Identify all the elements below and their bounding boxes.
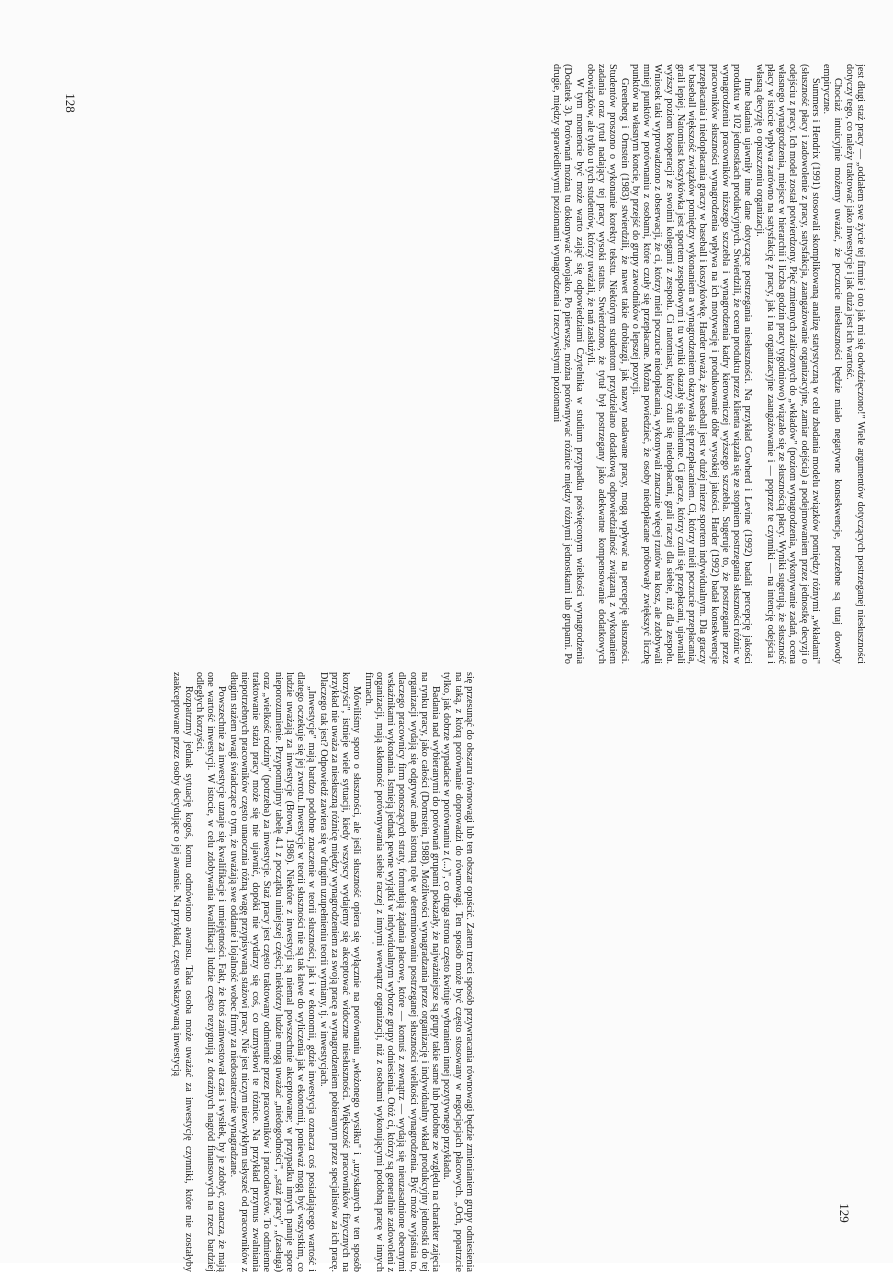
scan-speck <box>372 942 374 944</box>
page-number: 128 <box>62 93 78 113</box>
paragraph: się przesunąć do obszaru równowagi lub ten obszar opuścić. Zatem trzeci sposób przywracania równowagi będzie zmienianiem grupy odniesienia na taką, z którą porównanie doprowadzi do równowagi. Ten sposób może być często stosowany w negocjacjach płacowych. „Och, popatrzcie tylko, jak dobrze wypadacie w porównaniu z (...)", co druga strona często kwituje wybraniem innej pozytywnego przykładu. <box>441 672 475 1272</box>
page-number: 129 <box>836 1203 852 1223</box>
paragraph: W tym momencie być może warto zająć się odpowiedziami Czytelnika w studium przypadku poświęconym wielkości wynagrodzenia (Dodatek 3). Porównań można tu dokonywać dwojako. Po pierwsze, można porównywać różnice między różnymi jednostkami lub grupami. Po drugie, między sprawiedliwymi poziomami wynagrodzenia i rzeczywistymi poziomami <box>551 64 585 664</box>
paragraph: Powszechnie za inwestycje uznaje się kwalifikacje i umiejętności. Fakt, że ktoś zainwestował czas i wysiłek, by je zdobyć, oznacza, że mają one wartość inwestycji. W istocie, w celu zdobywania kwalifikacji ludzie często rezygnują z doraźnych nagród finansowych na rzecz bardziej odległych korzyści. <box>194 672 228 1272</box>
paragraph: Mówiliśmy sporo o słuszności, ale jeśli słuszność opiera się wyłącznie na porównaniu „włożonego wysiłku" i „uzyskanych w ten sposób korzyści", istnieje wiele sytuacji, kiedy wszyscy wydajemy się akceptować widoczne niesłuszności. Większość pracowników fizycznych na przykład nie uważa za niesłuszną różnicę między wynagrodzeniem za swoją pracę a wynagrodzeniem pobieranym przez specjalistów za ich pracę. Dlaczego tak jest? Odpowiedź zawiera się w drugim uzupełnieniu teorii wymiany, tj. w inwestycjach. <box>317 672 363 1272</box>
page-129-text <box>472 64 866 664</box>
paragraph: Chociaż intuicyjnie możemy uważać, że poczucie niesłuszności będzie miało negatywne konsekwencje, potrzebne są tutaj dowody empiryczne. <box>821 64 844 664</box>
page-128-text <box>81 672 475 1272</box>
paragraph: Greenberg i Ornstein (1983) stwierdzili, że nawet takie drobiazgi, jak nazwy nadawane pracy, mogą wpływać na percepcję słuszności. Studentów proszono o wykonanie korekty tekstu. Niektórym studentom przydzielano dodatkową odpowiedzialność związaną z wykonaniem zadania oraz tytuł nadający tej pracy wysoki status. Stwierdzono, że tytuł był postrzegany jako adekwatne kompensowanie dodatkowych obowiązków, ale tylko u tych studentów, którzy uważali, że nań zasłużyli. <box>585 64 630 664</box>
paragraph: „Inwestycje" mają bardzo podobne znaczenie w teorii słuszności, jak i w ekonomii, gdzie inwestycja oznacza coś posiadającego wartość i dlatego oczekuje się jej zwrotu. Inwestycje w teorii słuszności nie są tak łatwe do wyliczenia jak w ekonomii, ponieważ mogą być wszystkim, co ludzie uważają za inwestycje (Brown, 1986). Niektóre z inwestycji są niemal powszechnie akceptowane; w przypadku innych panuje spore nieporozumienie. Przypomnijmy tabelę 4.1 z początku niniejszej części; niektórzy ludzie mogą uważać „niedogodności", „staż pracy", „(zasługa) oraz „wielkość rodziny" (potrzeba) za inwestycje. Staż pracy jest często traktowany odmiennie przez pracowników i pracodawców. To odmienne traktowanie stażu pracy może się nie ujawnić, dopóki nie wydarzy się coś, co uzmysłowi te różnice. Na przykład przymus zwalniania niepotrzebnych pracowników często unaocznia różną wagę przypisywaną stażowi pracy. Nie jest niczym niezwykłym usłyszeć od pracowników z długim stażem uwagi świadczące o tym, że uważają swe oddanie i lojalność wobec firmy za niedostatecznie wynagradzane. <box>227 672 318 1272</box>
paragraph: Summers i Hendrix (1991) stosowali skomplikowaną analizę statystyczną w celu zbadania modelu związków pomiędzy różnymi „wkładami" (słuszność płacy i zadowolenie z pracy, satysfakcja, zaangażowanie organizacyjne, zamiar odejścia) a podejmowaniem przez jednostkę decyzji o odejściu z pracy. Ich model został potwierdzony. Pięć zmiennych zaliczonych do „wkładów" (poziom wynagrodzenia, wykonywanie zadań, ocena własnego wynagrodzenia, miejsce w hierarchii i liczba godzin pracy tygodniowo) wiązało się ze słusznością płacy. Wyniki sugerują, że słuszność płacy w istocie wpływa zarówno na satysfakcję z pracy, jak i na organizacyjne zaangażowanie i — poprzez te czynniki — na intencję odejścia i własną decyzję o opuszczeniu organizacji. <box>753 64 821 664</box>
paragraph: jest długi staż pracy — „oddałem swe życie tej firmie i oto jak mi się odwdzięczono!" Wiele argumentów dotyczących postrzeganej niesłuszności dotyczy tego, co należy traktować jako inwestycje i jak duża jest ich wartość. <box>843 64 866 664</box>
page-128 <box>81 672 475 1272</box>
paragraph: Badania nad wybieranymi do porównań grupami pokazały, że najważniejsze są grupy takie same lub podobne ze względu na charakter zajęcia na rynku pracy, jako całości (Dornstein, 1988). Możliwości wynagradzania przez organizację i indywidualny wkład produkcyjny jednostki do tej organizacji wydają się odgrywać mało istotną rolę w determinowaniu postrzeganej słuszności wielkości wynagrodzenia. Być może wyjaśnia to, dlaczego pracownicy firm ponoszących straty, formułują żądania płacowe, które — komuś z zewnątrz — wydają się nieuzasadnione obecnymi wskaźnikami wykonania. Istnieją jednak pewne wyjątki w indywidualnym wyborze grupy odniesienia. Otóż ci, którzy są generalnie zadowoleni z organizacji, mają skłonność porównywania siebie raczej z innymi wewnątrz organizacji, niż z osobami wykonującymi podobną pracę w innych firmach. <box>362 672 442 1272</box>
paragraph: Inne badania ujawniły inne dane dotyczące postrzegania niesłuszności. Na przykład Cowherd i Levine (1992) badali percepcję jakości produktu w 102 jednostkach produkcyjnych. Stwierdzili, że ocena produktu przez klienta wiązała się ze stopniem postrzegania słuszności różnic w wynagrodzeniu pracowników niższego szczebla i wynagrodzenia kadry kierowniczej wyższego szczebla. Sugeruje to, że postrzeganie przez pracowników słuszności wynagrodzenia wpływa na ich motywację i produkowanie dóbr wysokiej jakości. Harder (1992) badał konsekwencje przepłacania i niedopłacania graczy w baseball i koszykówkę. Harder uważa, że baseball jest w dużej mierze sportem indywidualnym. Dla graczy w baseball większość związków pomiędzy wykonaniem a wynagrodzeniem okazywała się przepłacaniem. Ci, którzy mieli poczucie przepłacania, grali lepiej. Natomiast koszykówka jest sportem zespołowym i tu wyniki okazały się odmienne. Ci gracze, którzy czuli się przepłacani, ujawniali wyższy poziom kooperacji ze swoimi kolegami z zespołu. Ci natomiast, którzy czuli się niedopłacani, grali raczej dla siebie, niż dla zespołu. Wniosek taki wyprowadzono z obserwacji, że ci, którzy mieli poczucie niedopłacania, wykonywali znacznie więcej rzutów na kosz, ale zdobywali mniej punktów w porównaniu z osobami, które czuły się przepłacane. Można powiedzieć, że osoby niedopłacane próbowały zwiększyć liczbę punktów na własnym koncie, by przejść do grupy zawodników o lepszej pozycji. <box>630 64 754 664</box>
page-129 <box>472 64 866 664</box>
paragraph: Rozpatrzmy jednak sytuację kogoś, komu odmówiono awansu. Taka osoba może uważać za inwestycję czynniki, które nie zostałyby zaakceptowane przez osoby decydujące o jej awansie. Na przykład, często wskazywaną inwestycją <box>171 672 194 1272</box>
